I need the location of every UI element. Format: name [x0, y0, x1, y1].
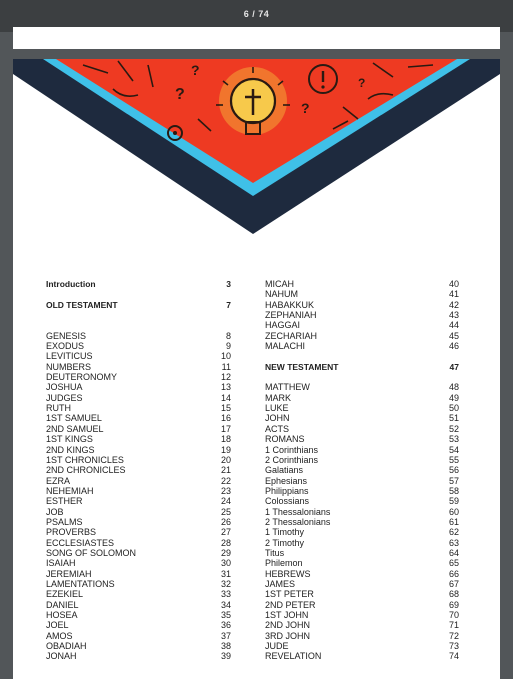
toc-entry-title: JOSHUA — [46, 382, 83, 393]
toc-entry[interactable] — [46, 413, 231, 423]
toc-entry-title: 1 Corinthians — [265, 444, 319, 455]
toc-entry-title: 2 Corinthians — [265, 454, 319, 465]
toc-entry-title: 1 Thessalonians — [265, 506, 331, 517]
toc-entry-title: OBADIAH — [46, 641, 87, 652]
toc-entry-title: OLD TESTAMENT — [46, 299, 118, 310]
toc-entry[interactable] — [265, 548, 459, 558]
toc-entry-page-number: 37 — [220, 630, 231, 641]
toc-entry-title: ZECHARIAH — [265, 330, 318, 341]
toc-entry[interactable] — [46, 393, 231, 403]
toc-entry-page-number: 51 — [448, 413, 459, 424]
toc-entry[interactable] — [265, 631, 459, 641]
toc-entry-title: LAMENTATIONS — [46, 578, 115, 589]
toc-entry[interactable] — [265, 393, 459, 403]
toc-entry-title: Philemon — [265, 558, 303, 569]
toc-entry[interactable] — [46, 641, 231, 651]
toc-entry-title: Introduction — [46, 279, 96, 289]
toc-entry-page-number: 39 — [220, 651, 231, 662]
toc-entry-title: Colossians — [265, 496, 310, 507]
toc-entry-page-number: 25 — [220, 506, 231, 517]
toc-entry-title: HABAKKUK — [265, 299, 315, 310]
toc-entry-title: NUMBERS — [46, 361, 92, 372]
toc-entry[interactable] — [46, 507, 231, 517]
previous-page — [13, 27, 500, 49]
toc-entry-title: Titus — [265, 547, 285, 558]
toc-entry-page-number: 57 — [448, 475, 459, 486]
toc-entry-title: JOHN — [265, 413, 290, 424]
toc-entry[interactable] — [46, 620, 231, 630]
toc-entry[interactable] — [265, 641, 459, 651]
toc-entry-title: EXODUS — [46, 341, 85, 352]
toc-entry[interactable] — [46, 631, 231, 641]
toc-entry[interactable] — [265, 507, 459, 517]
toc-entry-title: 2ND PETER — [265, 599, 316, 610]
toc-entry-page-number: 53 — [448, 434, 459, 445]
toc-section-heading[interactable] — [46, 279, 231, 289]
toc-entry-title: RUTH — [46, 403, 71, 414]
toc-entry-title: NEHEMIAH — [46, 485, 94, 496]
toc-entry-page-number: 64 — [448, 547, 459, 558]
toc-spacer — [265, 351, 459, 361]
toc-entry[interactable] — [265, 651, 459, 661]
toc-entry[interactable] — [46, 496, 231, 506]
toc-entry-title: 2ND JOHN — [265, 620, 311, 631]
toc-entry[interactable] — [265, 610, 459, 620]
toc-entry-title: PSALMS — [46, 516, 83, 527]
toc-entry-title: Ephesians — [265, 475, 308, 486]
toc-entry-title: 1ST KINGS — [46, 434, 93, 445]
toc-entry[interactable] — [265, 465, 459, 475]
toc-entry-page-number: 48 — [448, 382, 459, 393]
toc-entry-page-number: 40 — [448, 279, 459, 289]
toc-entry-page-number: 29 — [220, 547, 231, 558]
toc-entry[interactable] — [46, 558, 231, 568]
toc-entry-title: JOB — [46, 506, 64, 517]
page-indicator: 6 / 74 — [243, 9, 270, 19]
toc-entry-page-number: 31 — [220, 568, 231, 579]
toc-entry-page-number: 15 — [220, 403, 231, 414]
toc-entry-page-number: 7 — [226, 299, 231, 310]
toc-entry-title: JOEL — [46, 620, 69, 631]
toc-entry-page-number: 56 — [448, 465, 459, 476]
toc-entry[interactable] — [265, 341, 459, 351]
toc-entry-page-number: 54 — [448, 444, 459, 455]
toc-entry[interactable] — [46, 579, 231, 589]
toc-entry-page-number: 17 — [220, 423, 231, 434]
toc-entry[interactable] — [46, 610, 231, 620]
toc-entry[interactable] — [265, 310, 459, 320]
toc-entry[interactable] — [265, 403, 459, 413]
toc-entry[interactable] — [265, 569, 459, 579]
toc-entry-page-number: 44 — [448, 320, 459, 331]
toc-entry-title: ZEPHANIAH — [265, 310, 317, 321]
toc-entry[interactable] — [46, 434, 231, 444]
toc-entry-page-number: 61 — [448, 516, 459, 527]
toc-entry-title: NAHUM — [265, 289, 298, 300]
toc-entry-title: REVELATION — [265, 651, 322, 662]
toc-entry[interactable] — [46, 382, 231, 392]
toc-entry-page-number: 9 — [225, 341, 231, 352]
toc-entry-page-number: 59 — [448, 496, 459, 507]
toc-entry-page-number: 38 — [220, 641, 231, 652]
toc-entry-page-number: 50 — [448, 403, 459, 414]
toc-entry-title: JAMES — [265, 578, 296, 589]
toc-entry[interactable] — [265, 579, 459, 589]
toc-entry[interactable] — [46, 476, 231, 486]
toc-entry-page-number: 71 — [448, 620, 459, 631]
toc-entry[interactable] — [265, 558, 459, 568]
toc-entry-page-number: 36 — [220, 620, 231, 631]
toc-entry-page-number: 24 — [220, 496, 231, 507]
toc-entry-page-number: 52 — [448, 423, 459, 434]
toc-entry-title: PROVERBS — [46, 527, 97, 538]
toc-entry-page-number: 41 — [448, 289, 459, 300]
toc-entry-title: MATTHEW — [265, 382, 310, 393]
toc-entry[interactable] — [46, 424, 231, 434]
toc-entry[interactable] — [265, 527, 459, 537]
toc-entry-title: 2ND KINGS — [46, 444, 95, 455]
toc-entry-title: JEREMIAH — [46, 568, 92, 579]
toc-entry-page-number: 72 — [448, 630, 459, 641]
toc-section-heading[interactable] — [46, 300, 231, 310]
toc-entry-page-number: 3 — [226, 279, 231, 289]
toc-entry[interactable] — [265, 620, 459, 630]
toc-entry-title: EZEKIEL — [46, 589, 84, 600]
toc-entry-page-number: 21 — [220, 465, 231, 476]
toc-entry-title: SONG OF SOLOMON — [46, 547, 137, 558]
toc-entry-title: HAGGAI — [265, 320, 301, 331]
toc-entry-title: 2 Thessalonians — [265, 516, 331, 527]
toc-entry[interactable] — [46, 362, 231, 372]
toc-entry-title: ROMANS — [265, 434, 305, 445]
svg-text:?: ? — [358, 76, 366, 90]
toc-entry-title: Philippians — [265, 485, 309, 496]
toc-entry[interactable] — [265, 496, 459, 506]
toc-entry-page-number: 23 — [220, 485, 231, 496]
toc-entry[interactable] — [46, 569, 231, 579]
toc-entry-page-number: 42 — [448, 299, 459, 310]
toc-entry[interactable] — [265, 331, 459, 341]
toc-entry[interactable] — [46, 465, 231, 475]
toc-entry-title: NEW TESTAMENT — [265, 361, 339, 372]
toc-entry[interactable] — [46, 651, 231, 661]
toc-spacer — [46, 289, 231, 299]
toc-entry-title: 2 Timothy — [265, 537, 305, 548]
toc-entry-page-number: 73 — [448, 641, 459, 652]
toc-entry[interactable] — [265, 320, 459, 330]
toc-entry-title: ESTHER — [46, 496, 83, 507]
toc-entry[interactable] — [265, 600, 459, 610]
toc-entry[interactable] — [265, 279, 459, 289]
toc-entry[interactable] — [46, 403, 231, 413]
toc-column-right — [265, 279, 459, 662]
toc-entry[interactable] — [46, 527, 231, 537]
toc-entry-page-number: 30 — [220, 558, 231, 569]
toc-entry-page-number: 58 — [448, 485, 459, 496]
toc-entry[interactable] — [46, 445, 231, 455]
toc-entry[interactable] — [265, 413, 459, 423]
toc-entry-page-number: 66 — [448, 568, 459, 579]
toc-entry-title: MARK — [265, 392, 292, 403]
toc-entry-title: 1ST PETER — [265, 589, 314, 600]
toc-entry-page-number: 22 — [220, 475, 231, 486]
toc-entry-page-number: 19 — [220, 444, 231, 455]
toc-entry-page-number: 34 — [220, 599, 231, 610]
toc-entry[interactable] — [46, 341, 231, 351]
toc-entry[interactable] — [46, 486, 231, 496]
toc-entry-page-number: 47 — [449, 361, 459, 372]
toc-entry-title: ACTS — [265, 423, 290, 434]
toc-entry-page-number: 68 — [448, 589, 459, 600]
toc-entry-title: LEVITICUS — [46, 351, 93, 362]
toc-entry-title: 2ND CHRONICLES — [46, 465, 126, 476]
toc-entry-title: 1ST JOHN — [265, 610, 309, 620]
toc-entry-title: JUDGES — [46, 392, 83, 403]
toc-entry[interactable] — [46, 548, 231, 558]
toc-entry[interactable] — [46, 517, 231, 527]
toc-entry-title: HEBREWS — [265, 568, 311, 579]
toc-section-heading[interactable] — [265, 362, 459, 372]
toc-entry-page-number: 69 — [448, 599, 459, 610]
toc-entry-page-number: 8 — [225, 330, 231, 341]
toc-entry[interactable] — [265, 434, 459, 444]
toc-entry[interactable] — [265, 382, 459, 392]
pdf-page — [13, 59, 500, 679]
toc-entry-page-number: 28 — [220, 537, 231, 548]
toc-entry[interactable] — [265, 455, 459, 465]
toc-entry-page-number: 26 — [220, 516, 231, 527]
toc-entry-title: JONAH — [46, 651, 77, 662]
toc-entry[interactable] — [46, 351, 231, 361]
toc-entry-title: 1ST SAMUEL — [46, 413, 102, 424]
toc-entry-title: AMOS — [46, 630, 73, 641]
toc-entry-page-number: 63 — [448, 537, 459, 548]
toc-entry-title: 1ST CHRONICLES — [46, 454, 124, 465]
svg-text:?: ? — [301, 100, 310, 116]
toc-entry[interactable] — [46, 589, 231, 599]
toc-entry-page-number: 46 — [448, 341, 459, 352]
toc-spacer — [46, 310, 231, 320]
toc-entry-title: MICAH — [265, 279, 294, 289]
toc-entry[interactable] — [265, 538, 459, 548]
toc-entry[interactable] — [46, 372, 231, 382]
toc-entry[interactable] — [265, 589, 459, 599]
toc-entry-page-number: 27 — [220, 527, 231, 538]
toc-entry-page-number: 67 — [448, 578, 459, 589]
toc-entry-title: HOSEA — [46, 610, 78, 620]
toc-column-left — [46, 279, 231, 662]
toc-entry-page-number: 74 — [448, 651, 459, 662]
toc-entry-page-number: 35 — [220, 610, 231, 620]
toc-entry-page-number: 49 — [448, 392, 459, 403]
toc-entry[interactable] — [46, 538, 231, 548]
toc-entry-title: MALACHI — [265, 341, 306, 352]
cover-banner — [13, 59, 500, 239]
toc-entry-title: ISAIAH — [46, 558, 76, 569]
toc-entry-page-number: 13 — [220, 382, 231, 393]
toc-entry-page-number: 20 — [220, 454, 231, 465]
svg-text:?: ? — [175, 86, 185, 103]
toc-entry[interactable] — [265, 476, 459, 486]
toc-entry-page-number: 10 — [220, 351, 231, 362]
toc-entry-title: 1 Timothy — [265, 527, 305, 538]
toc-entry[interactable] — [265, 300, 459, 310]
toc-entry-title: DEUTERONOMY — [46, 372, 118, 383]
toc-entry-page-number: 12 — [220, 372, 231, 383]
toc-entry[interactable] — [265, 517, 459, 527]
toc-entry-title: ECCLESIASTES — [46, 537, 115, 548]
toc-entry[interactable] — [265, 486, 459, 496]
toc-entry-page-number: 11 — [221, 361, 231, 372]
toc-entry[interactable] — [265, 445, 459, 455]
toc-entry-page-number: 62 — [448, 527, 459, 538]
toc-entry-page-number: 45 — [448, 330, 459, 341]
toc-entry-page-number: 55 — [448, 454, 459, 465]
toc-entry[interactable] — [46, 331, 231, 341]
toc-entry-title: JUDE — [265, 641, 289, 652]
toc-entry[interactable] — [265, 424, 459, 434]
toc-entry-title: DANIEL — [46, 599, 79, 610]
toc-spacer — [265, 372, 459, 382]
toc-entry-title: Galatians — [265, 465, 304, 476]
toc-entry-page-number: 32 — [220, 578, 231, 589]
toc-entry-page-number: 43 — [448, 310, 459, 321]
toc-entry-page-number: 70 — [448, 610, 459, 620]
toc-entry[interactable] — [46, 600, 231, 610]
toc-entry[interactable] — [265, 289, 459, 299]
toc-entry-page-number: 65 — [448, 558, 459, 569]
toc-entry-title: 3RD JOHN — [265, 630, 311, 641]
svg-text:?: ? — [191, 62, 200, 78]
toc-entry[interactable] — [46, 455, 231, 465]
toc-entry-page-number: 60 — [448, 506, 459, 517]
toc-entry-title: EZRA — [46, 475, 71, 486]
toc-entry-title: GENESIS — [46, 330, 87, 341]
toc-spacer — [46, 320, 231, 330]
toc-entry-page-number: 14 — [220, 392, 231, 403]
toc-entry-page-number: 16 — [220, 413, 231, 424]
toc-entry-page-number: 18 — [220, 434, 231, 445]
toc-entry-title: LUKE — [265, 403, 289, 414]
toc-entry-title: 2ND SAMUEL — [46, 423, 104, 434]
toc-entry-page-number: 33 — [220, 589, 231, 600]
